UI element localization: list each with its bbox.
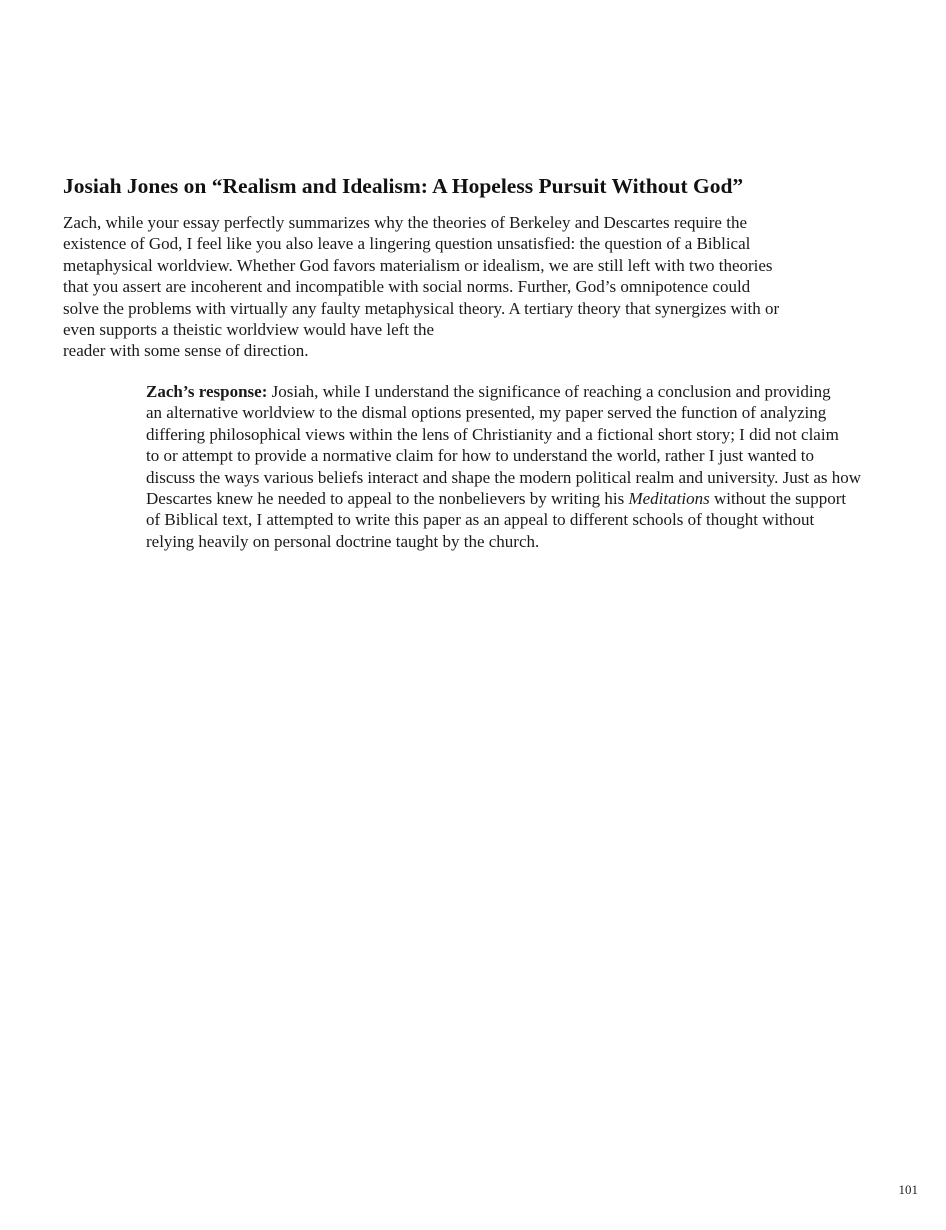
- response-text: Descartes knew he needed to appeal to the nonbelievers by writing his: [146, 489, 629, 509]
- comment-line: reader with some sense of direction.: [63, 341, 309, 361]
- response-line: [146, 488, 906, 509]
- comment-line: even supports a theistic worldview would have left the: [63, 320, 435, 340]
- comment-line: solve the problems with virtually any faulty metaphysical theory. A tertiary theory that synergizes with or: [63, 298, 780, 318]
- response-line: of Biblical text, I attempted to write this paper as an appeal to different schools of thought without: [146, 510, 815, 530]
- response-paragraph: [146, 381, 906, 552]
- response-line: discuss the ways various beliefs interact and shape the modern political realm and university. Just as how: [146, 467, 862, 487]
- comment-line: that you assert are incoherent and incompatible with social norms. Further, God’s omnipotence could: [63, 277, 751, 297]
- article-heading: Josiah Jones on “Realism and Idealism: A Hopeless Pursuit Without God”: [63, 174, 744, 198]
- comment-line: Zach, while your essay perfectly summarizes why the theories of Berkeley and Descartes require the: [63, 213, 747, 232]
- response-line: [146, 381, 906, 402]
- response-line: differing philosophical views within the lens of Christianity and a fictional short story; I did not claim: [146, 424, 839, 444]
- comment-line: metaphysical worldview. Whether God favors materialism or idealism, we are still left with two theories: [63, 255, 773, 275]
- response-line: an alternative worldview to the dismal options presented, my paper served the function of analyzing: [146, 403, 827, 423]
- response-line: to or attempt to provide a normative claim for how to understand the world, rather I just wanted to: [146, 446, 815, 466]
- response-text: without the support: [709, 489, 847, 509]
- page-number: 101: [898, 1182, 918, 1197]
- response-line: relying heavily on personal doctrine taught by the church.: [146, 531, 540, 551]
- comment-paragraph: [63, 212, 823, 362]
- response-text: Josiah, while I understand the significance of reaching a conclusion and providing: [267, 382, 831, 401]
- response-label: Zach’s response:: [146, 382, 268, 401]
- comment-line: existence of God, I feel like you also leave a lingering question unsatisfied: the question of a Biblical: [63, 234, 751, 254]
- book-title: Meditations: [628, 489, 710, 509]
